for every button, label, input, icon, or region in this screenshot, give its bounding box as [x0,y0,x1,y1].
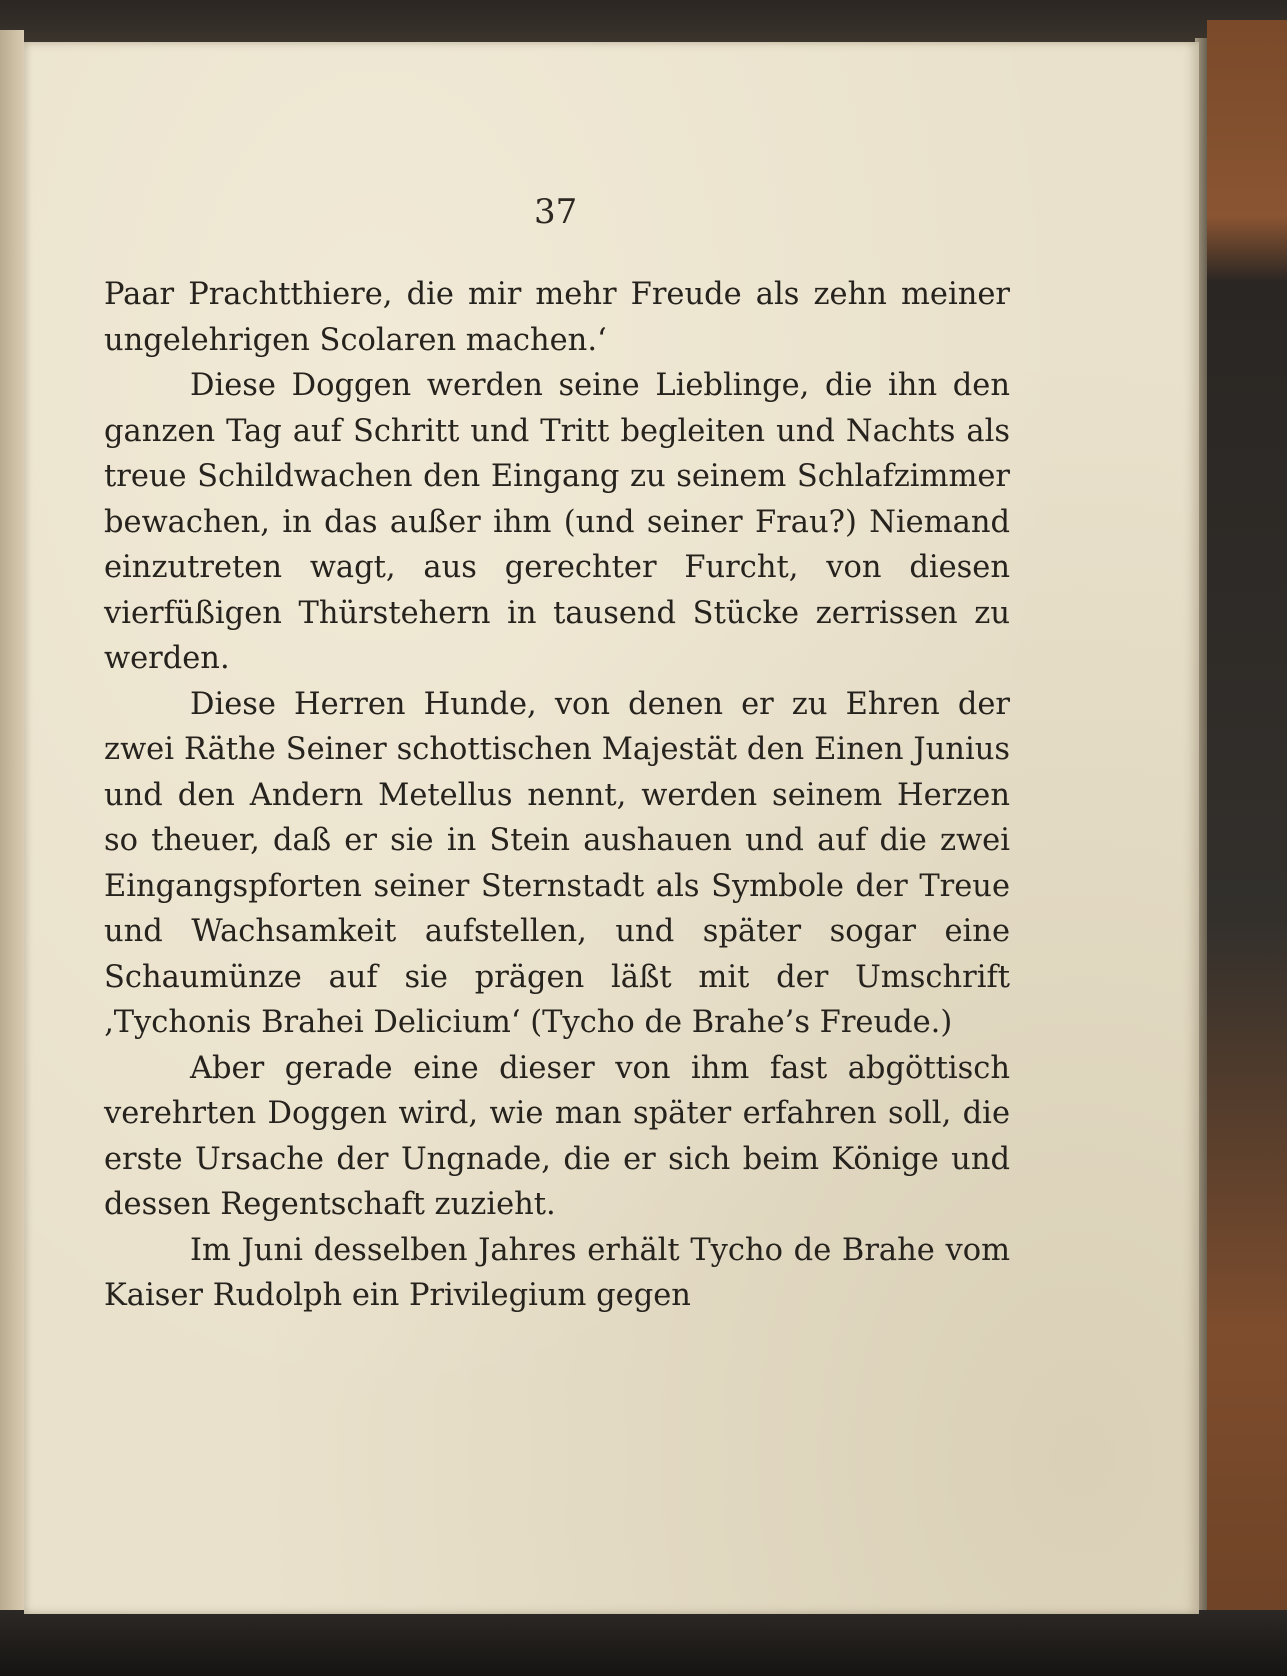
paragraph-3: Diese Herren Hunde, von denen er zu Ehren der zwei Räthe Seiner schottischen Majestät den Einen Junius und den Andern Metellus nennt, werden seinem Herzen so theuer, daß er sie in Stein aushauen und auf die zwei Eingangspforten seiner Sternstadt als Symbole der Treue und Wachsamkeit aufstellen, und später sogar eine Schaumünze auf sie prägen läßt mit der Umschrift ‚Tychonis Brahei Delicium‘ (Tycho de Brahe’s Freude.) [104,686,1010,1040]
page-sheet [24,42,1199,1614]
page-number: 37 [534,192,578,232]
paragraph-1: Paar Prachtthiere, die mir mehr Freude als zehn meiner ungelehrigen Scolaren machen.‘ [104,277,1010,358]
paragraph-5: Im Juni desselben Jahres erhält Tycho de Brahe vom Kaiser Rudolph ein Privilegium gegen [104,1232,1010,1313]
bottom-shadow [0,1610,1287,1676]
paragraph-4: Aber gerade eine dieser von ihm fast abgöttisch verehrten Doggen wird, wie man später erfahren soll, die erste Ursache der Ungnade, die er sich beim Könige und dessen Regentschaft zuzieht. [104,1050,1010,1222]
body-text [104,272,1010,1319]
paragraph-2: Diese Doggen werden seine Lieblinge, die ihn den ganzen Tag auf Schritt und Tritt begleiten und Nachts als treue Schildwachen den Eingang zu seinem Schlafzimmer bewachen, in das außer ihm (und seiner Frau?) Niemand einzutreten wagt, aus gerechter Furcht, von diesen vierfüßigen Thürstehern in tausend Stücke zerrissen zu werden. [104,368,1010,676]
facing-page-edge [0,30,24,1620]
book-cover [1207,20,1287,1660]
top-shadow [0,0,1287,42]
